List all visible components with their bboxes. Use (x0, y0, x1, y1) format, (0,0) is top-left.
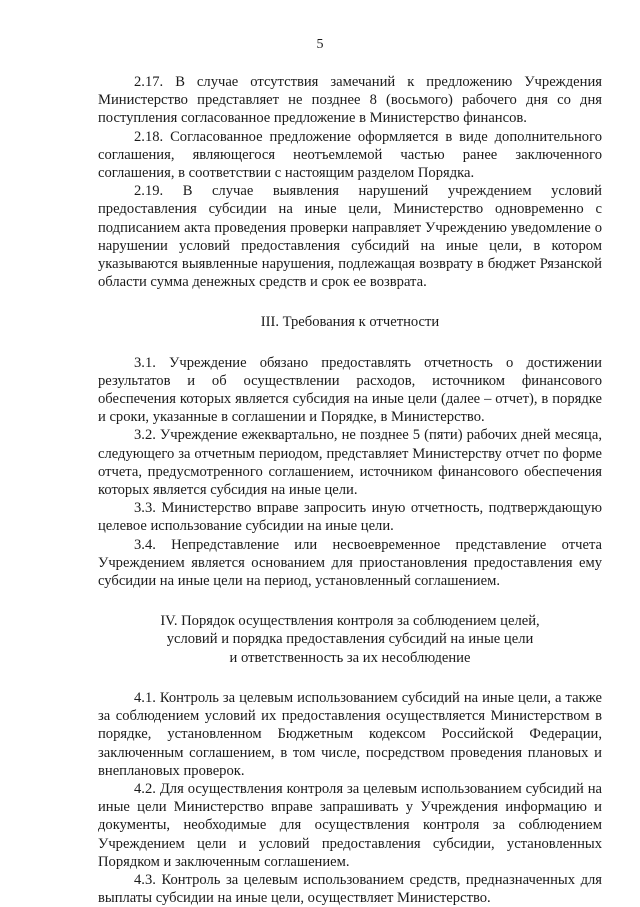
paragraph-3-4: 3.4. Непредставление или несвоевременное представление отчета Учреждением является основанием для приостановления предоставления ему субсидии на иные цели на период, установленный соглашением. (98, 536, 602, 590)
section-4-title-line: и ответственность за их несоблюдение (229, 649, 471, 666)
paragraph-3-3: 3.3. Министерство вправе запросить иную отчетность, подтверждающую целевое использование субсидии на иные цели. (98, 500, 602, 535)
paragraph-4-2: 4.2. Для осуществления контроля за целевым использованием субсидий на иные цели Министерство вправе запрашивать у Учреждения информацию и документы, необходимые для осуществления контроля за соблюдением Учреждением цели и условий предоставления субсидии, установленных Порядком и заключенным соглашением. (98, 780, 602, 870)
paragraph-3-2: 3.2. Учреждение ежеквартально, не позднее 5 (пяти) рабочих дней месяца, следующего за отчетным периодом, представляет Министерству отчет по форме отчета, предусмотренного соглашением, источником финансового обеспечения которых является субсидия на иные цели. (98, 427, 602, 499)
paragraph-4-3: 4.3. Контроль за целевым использованием средств, предназначенных для выплаты субсидии на иные цели, осуществляет Министерство. (98, 871, 602, 907)
paragraph-3-1: 3.1. Учреждение обязано предоставлять отчетность о достижении результатов и об осуществлении расходов, источником финансового обеспечения которых является субсидия на иные цели (далее – отчет), в порядке и сроки, указанные в соглашении и Порядке, в Министерство. (98, 354, 602, 426)
section-4-title (98, 612, 602, 667)
paragraph-2-18: 2.18. Согласованное предложение оформляется в виде дополнительного соглашения, являющегося неотъемлемой частью ранее заключенного соглашения, в соответствии с настоящим разделом Порядка. (98, 128, 602, 182)
paragraph-2-17: 2.17. В случае отсутствия замечаний к предложению Учреждения Министерство представляет не позднее 8 (восьмого) рабочего дня со дня поступления согласованное предложение в Министерство финансов. (98, 74, 602, 127)
paragraph-4-1: 4.1. Контроль за целевым использованием субсидий на иные цели, а также за соблюдением условий их предоставления осуществляется Министерством в порядке, установленном Бюджетным кодексом Российской Федерации, заключенным соглашением, в том числе, посредством проведения плановых и внеплановых проверок. (98, 689, 602, 779)
section-4-title-line: IV. Порядок осуществления контроля за соблюдением целей, (160, 613, 540, 630)
document-body (98, 73, 602, 907)
section-3-title: III. Требования к отчетности (260, 314, 440, 331)
page-number: 5 (316, 37, 324, 52)
section-4-title-line: условий и порядка предоставления субсидий на иные цели (166, 631, 534, 648)
paragraph-2-19: 2.19. В случае выявления нарушений учреждением условий предоставления субсидии на иные цели, Министерство одновременно с подписанием акта проведения проверки направляет Учреждению уведомление о нарушении условий предоставления субсидий на иные цели, в котором указываются выявленные нарушения, подлежащая возврату в бюджет Рязанской области сумма денежных средств и срок ее возврата. (98, 183, 602, 291)
